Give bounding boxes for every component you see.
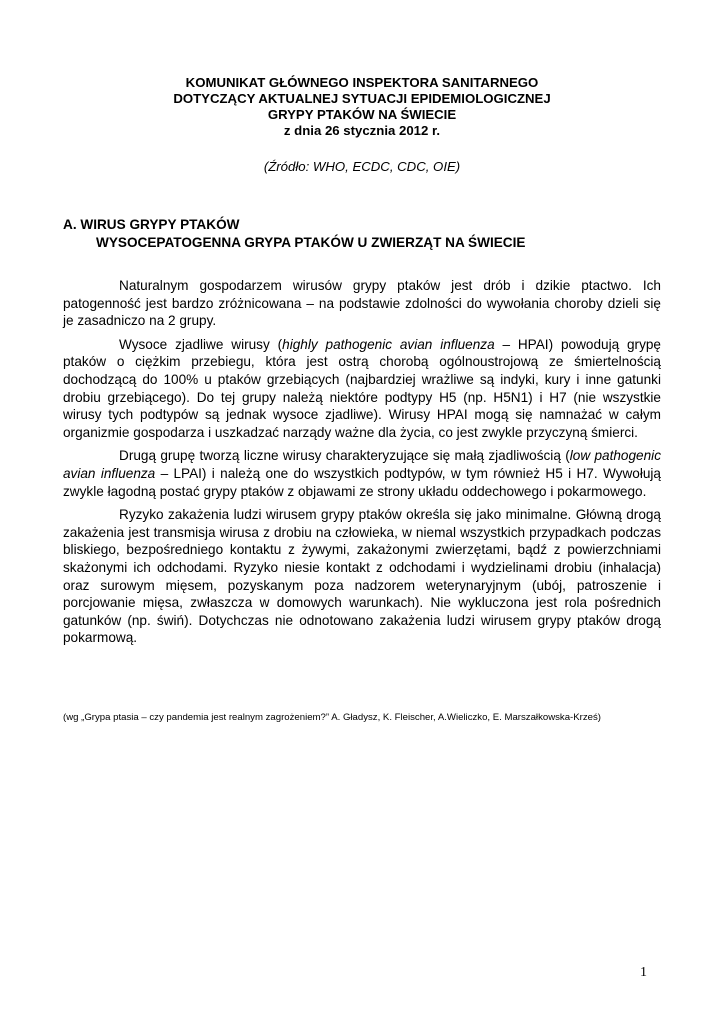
paragraph-3-start: Drugą grupę tworzą liczne wirusy charakteryzujące się małą zjadliwością ( (119, 448, 570, 464)
paragraph-2-rest: – HPAI) powodują grypę ptaków o ciężkim przebiegu, która jest ostrą chorobą ogólnoustrojową ze śmiertelnością dochodzącą do 100% u ptaków grzebiących (najbardziej wrażliwe są indyki, kury i inne gatunki drobiu grzebiącego). Do tej grupy należą niektóre podtypy H5 (np. H5N1) i H7 (nie wszystkie wirusy tych podtypów są jednak wysoce zjadliwe). Wirusy HPAI mogą się namnażać w całym organizmie gospodarza i uszkadzać narządy ważne dla życia, co jest zwykle przyczyną śmierci. (63, 336, 661, 440)
page-number: 1 (640, 965, 647, 980)
body-text (63, 277, 661, 653)
paragraph-1: Naturalnym gospodarzem wirusów grypy ptaków jest drób i dzikie ptactwo. Ich patogenność jest bardzo zróżnicowana – na podstawie zdolności do wywołania choroby dzieli się je zasadniczo na 2 grupy. (63, 278, 661, 329)
section-title: A. WIRUS GRYPY PTAKÓW (63, 217, 240, 232)
paragraph-2 (63, 336, 661, 442)
paragraph-2-term: highly pathogenic avian influenza (282, 336, 495, 352)
paragraph-3-term: low pathogenic avian influenza (63, 448, 661, 481)
paragraph-4: Ryzyko zakażenia ludzi wirusem grypy ptaków określa się jako minimalne. Główną drogą zakażenia jest transmisja wirusa z drobiu na człowieka, w niemal wszystkich przypadkach podczas bliskiego, bezpośredniego kontaktu z żywymi, zakażonymi zwierzętami, bądź z powierzchniami skażonymi ich odchodami. Ryzyko niesie kontakt z odchodami i wydzielinami drobiu (inhalacja) oraz surowym mięsem, pozyskanym poza nadzorem weterynaryjnym (ubój, patroszenie i porcjowanie mięsa, zwłaszcza w domowych warunkach). Nie wykluczona jest rola pośrednich gatunków (np. świń). Dotychczas nie odnotowano zakażenia ludzi wirusem grypy ptaków drogą pokarmową. (63, 507, 661, 646)
footnote: (wg „Grypa ptasia – czy pandemia jest realnym zagrożeniem?” A. Gładysz, K. Fleischer, A.Wieliczko, E. Marszałkowska-Krześ) (63, 712, 601, 723)
source-line: (Źródło: WHO, ECDC, CDC, OIE) (263, 159, 461, 174)
paragraph-2-start: Wysoce zjadliwe wirusy ( (119, 336, 283, 352)
header-line-1: KOMUNIKAT GŁÓWNEGO INSPEKTORA SANITARNEGO (185, 75, 539, 90)
section-subtitle: WYSOCEPATOGENNA GRYPA PTAKÓW U ZWIERZĄT NA ŚWIECIE (96, 235, 526, 250)
document-header (62, 75, 662, 139)
paragraph-3-rest: – LPAI) i należą one do wszystkich podtypów, w tym również H5 i H7. Wywołują zwykle łagodną postać grypy ptaków z objawami ze strony układu oddechowego i pokarmowego. (63, 465, 661, 499)
header-line-2: DOTYCZĄCY AKTUALNEJ SYTUACJI EPIDEMIOLOGICZNEJ (173, 91, 551, 106)
header-line-3: GRYPY PTAKÓW NA ŚWIECIE (267, 107, 457, 122)
paragraph-3 (63, 447, 661, 500)
header-date: z dnia 26 stycznia 2012 r. (283, 123, 441, 138)
